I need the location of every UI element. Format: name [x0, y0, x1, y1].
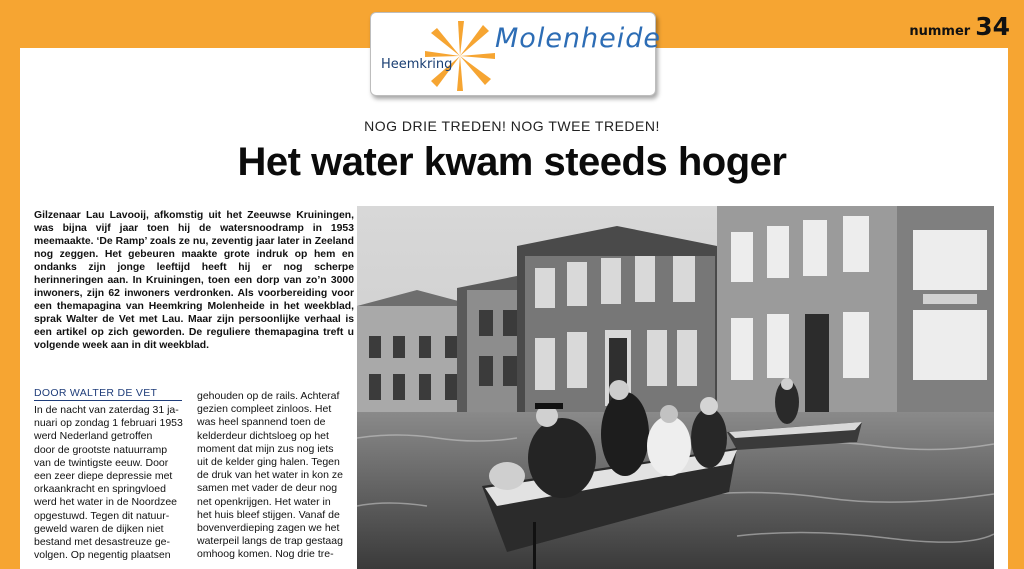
issue-value: 34: [975, 12, 1010, 41]
issue-label: nummer: [909, 24, 971, 39]
body-line: In de nacht van zaterdag 31 ja-: [34, 404, 179, 416]
body-line: werd het water in de Noordzee: [34, 496, 177, 509]
body-column-1: [34, 404, 184, 562]
body-line: bestand met desastreuze ge-: [34, 536, 170, 549]
body-line: gezien compleet zinloos. Het: [197, 403, 332, 416]
flood-photo: [357, 206, 994, 569]
body-line: orkaankracht en springvloed: [34, 483, 166, 496]
body-line: was heel spannend toen de: [197, 416, 326, 429]
body-line: geweld waren de dijken niet: [34, 522, 164, 535]
houses-right: [717, 206, 994, 421]
body-line: nuari op zondag 1 februari 1953: [34, 417, 183, 430]
body-line: net openkrijgen. Het water in: [197, 495, 331, 508]
windmill-icon: [423, 19, 497, 93]
logo-title: Molenheide: [495, 23, 662, 54]
article-headline: Het water kwam steeds hoger: [237, 140, 787, 184]
logo-subtitle: Heemkring: [381, 57, 453, 72]
flood-photo-illustration: [357, 206, 994, 569]
body-line: samen met vader de deur nog: [197, 482, 338, 495]
body-line: waterpeil langs de trap gestaag: [197, 535, 343, 548]
article-kicker: NOG DRIE TREDEN! NOG TWEE TREDEN!: [364, 118, 660, 134]
body-line: een zeer diepe depressie met: [34, 470, 173, 483]
body-line: gehouden op de rails. Achteraf: [197, 390, 340, 402]
body-line: de druk van het water in kon ze: [197, 469, 343, 482]
body-line: opgestuwd. Tegen dit natuur-: [34, 509, 170, 522]
body-line: kelderdeur dichtsloeg op het: [197, 429, 329, 442]
heemkring-logo: [370, 12, 662, 96]
body-line: werd Nederland getroffen: [34, 430, 153, 443]
article-intro: Gilzenaar Lau Lavooij, afkomstig uit het Zeeuwse Kruiningen, was bijna vijf jaar toen hij de watersnoodramp in 1953 meemaakte. ‘De Ramp’ zoals ze nu, zeventig jaar later in Zeeland nog zeggen. Het gebeuren maakte grote indruk op hem en ondanks zijn jonge leeftijd heeft hij er nog scherpe herinneringen aan. In Kruiningen, toen een dorp van zo’n 3000 inwoners, zijn 62 inwoners verdronken. Als voorbereiding voor een themapagina van Heemkring Molenheide in het weekblad, sprak Walter de Vet met Lau. Maar zijn persoonlijke verhaal is een artikel op zich geworden. De reguliere themapagina treft u volgende week aan in dit weekblad.: [34, 210, 354, 352]
body-line: volgen. Op negentig plaatsen: [34, 549, 171, 562]
body-line: moment dat mijn zus nog iets: [197, 442, 334, 455]
body-line: bovenverdieping zagen we het: [197, 522, 340, 535]
body-column-2: [197, 390, 348, 562]
issue-number: [909, 12, 1010, 41]
body-line: het huis bleef stijgen. Vanaf de: [197, 508, 340, 521]
body-line: uit de kelder ging halen. Tegen: [197, 456, 340, 469]
article-byline: DOOR WALTER DE VET: [34, 387, 182, 401]
body-line: omhoog komen. Nog drie tre-: [197, 548, 334, 561]
body-line: van de twintigste eeuw. Door: [34, 456, 169, 469]
body-line: door de grootste natuurramp: [34, 443, 168, 456]
